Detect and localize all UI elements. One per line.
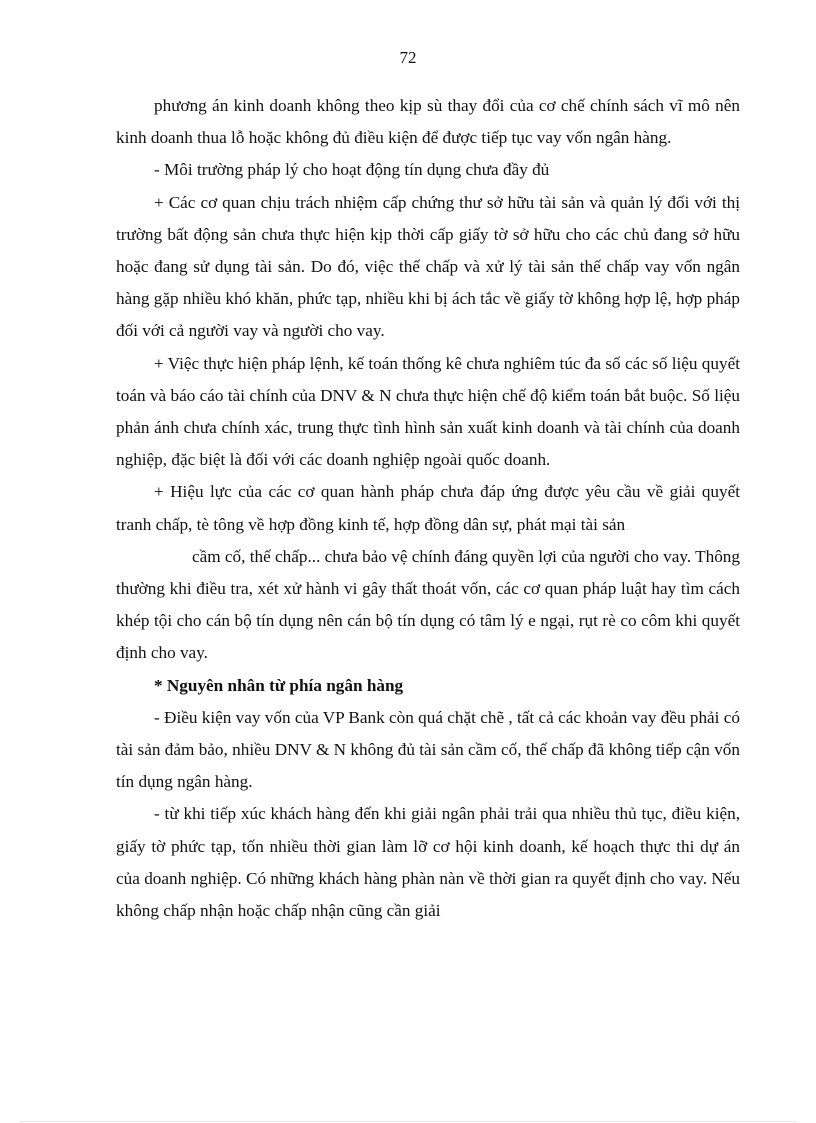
paragraph-accounting-statistics: + Việc thực hiện pháp lệnh, kế toán thống kê chưa nghiêm túc đa số các số liệu quyết toán và báo cáo tài chính của DNV & N chưa thực hiện chế độ kiểm toán bắt buộc. Số liệu phản ánh chưa chính xác, trung thực tình hình sản xuất kinh doanh và tài chính của doanh nghiệp, đặc biệt là đối với các doanh nghiệp ngoài quốc doanh.: [116, 353, 740, 470]
paragraph-pledge-mortgage: cầm cố, thế chấp... chưa bảo vệ chính đáng quyền lợi của người cho vay. Thông thường khi điều tra, xét xử hành vi gây thất thoát vốn, các cơ quan pháp luật hay tìm cách khép tội cho cán bộ tín dụng nên cán bộ tín dụng có tâm lý e ngại, rụt rè co côm khi quyết định cho vay.: [116, 546, 740, 663]
paragraph-procedures: - từ khi tiếp xúc khách hàng đến khi giải ngân phải trải qua nhiều thủ tục, điều kiện, giấy tờ phức tạp, tốn nhiều thời gian làm lỡ cơ hội kinh doanh, kế hoạch thực thi dự án của doanh nghiệp. Có những khách hàng phàn nàn về thời gian ra quyết định cho vay. Nếu không chấp nhận hoặc chấp nhận cũng cần giải: [116, 804, 740, 921]
paragraph-legal-environment: - Môi trường pháp lý cho hoạt động tín dụng chưa đầy đủ: [154, 160, 550, 180]
paragraph-property-certificates: + Các cơ quan chịu trách nhiệm cấp chứng thư sở hữu tài sản và quản lý đối với thị trường bất động sản chưa thực hiện kịp thời cấp giấy tờ sở hữu cho các chủ đang sở hữu hoặc đang sử dụng tài sản. Do đó, việc thế chấp và xử lý tài sản thế chấp vay vốn ngân hàng gặp nhiều khó khăn, phức tạp, nhiều khi bị ách tắc về giấy tờ không hợp lệ, hợp pháp đối với cả người vay và người cho vay.: [116, 192, 740, 341]
page-number: 72: [399, 48, 417, 67]
paragraph-loan-conditions: - Điều kiện vay vốn của VP Bank còn quá chặt chẽ , tất cả các khoản vay đều phải có tài sản đảm bảo, nhiều DNV & N không đủ tài sản cầm cố, thế chấp đã không tiếp cận vốn tín dụng ngân hàng.: [116, 707, 740, 792]
paragraph-executive-bodies: + Hiệu lực của các cơ quan hành pháp chưa đáp ứng được yêu cầu về giải quyết tranh chấp, tè tông về hợp đồng kinh tế, hợp đồng dân sự, phát mại tài sản: [116, 482, 740, 534]
document-body: [116, 90, 740, 927]
section-heading-bank-causes: * Nguyên nhân từ phía ngân hàng: [154, 675, 404, 695]
paragraph-continuation: phương án kinh doanh không theo kịp sù thay đổi của cơ chế chính sách vĩ mô nên kinh doanh thua lỗ hoặc không đủ điều kiện để được tiếp tục vay vốn ngân hàng.: [116, 96, 740, 148]
page-bottom-divider: [20, 1121, 796, 1122]
